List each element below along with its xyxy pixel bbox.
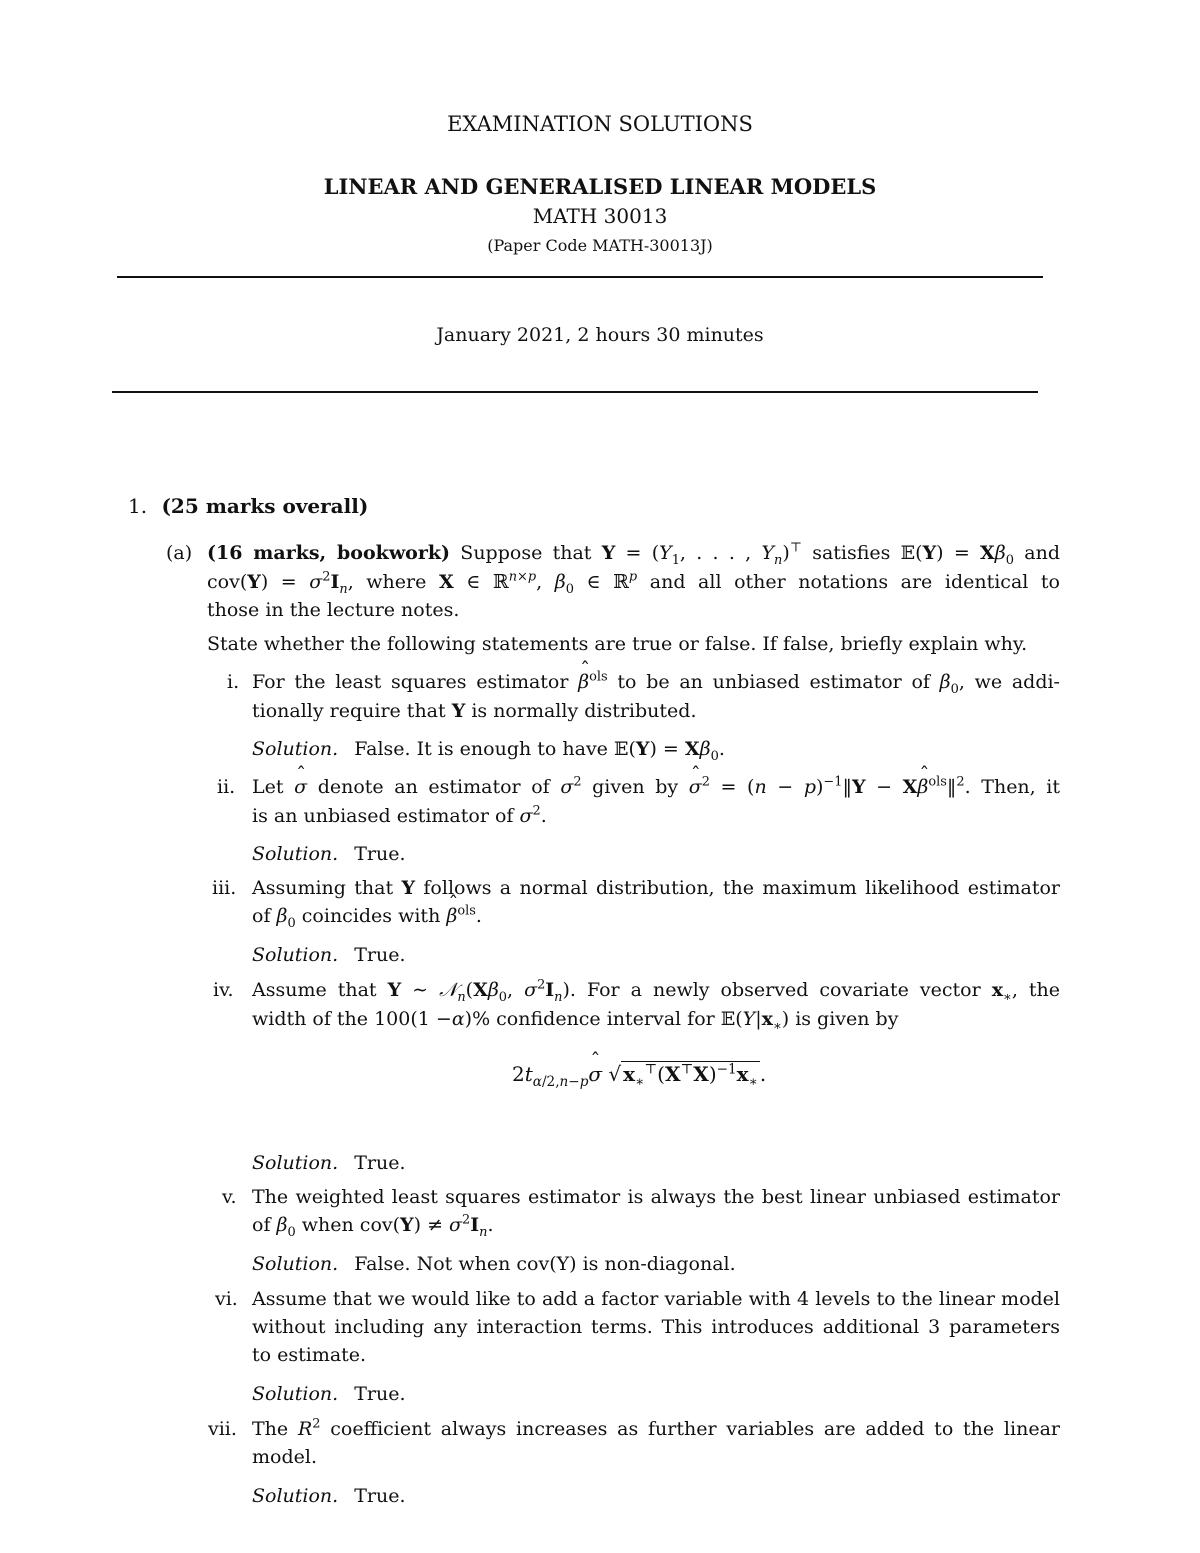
part-a-text: Suppose that <box>460 542 592 564</box>
part-a-text: where <box>366 571 427 593</box>
item-text: width of the 100(1 − <box>252 1008 452 1030</box>
item-text: For the least squares estimator <box>252 671 569 693</box>
solution-label: Solution. <box>252 1253 339 1275</box>
part-a-text: and all other notations are identical to <box>649 571 1060 593</box>
item-text: when <box>301 1214 354 1236</box>
item-vi-solution <box>252 1383 406 1405</box>
solution-answer: False. Not when cov(Y) is non-diagonal. <box>354 1253 736 1275</box>
course-code: MATH 30013 <box>532 204 668 228</box>
item-text: The <box>252 1418 289 1440</box>
item-ii-solution <box>252 843 406 865</box>
item-iii-solution <box>252 944 406 966</box>
item-text: coefficient always increases as further variables are added to the linear <box>330 1418 1060 1440</box>
solution-answer: True. <box>354 1383 406 1405</box>
solution-answer: True. <box>354 944 406 966</box>
ci-width-formula: $2t_{\alpha/2,n-p}ˆ$ σ √ $x_∗^⊤(X^⊤X)^{-1}x_∗$ . <box>512 1062 766 1086</box>
item-iv-solution <box>252 1152 406 1174</box>
item-vi-number: vi. <box>215 1288 238 1310</box>
item-v-line-1: The weighted least squares estimator is always the best linear unbiased estimator <box>252 1186 1060 1208</box>
solution-label: Solution. <box>252 843 339 865</box>
item-i-solution: Solution. False. It is enough to have 𝔼(Y) = $X\beta_0$. <box>252 738 725 764</box>
solution-label: Solution. <box>252 944 339 966</box>
item-iii-number: iii. <box>212 877 237 899</box>
item-v-line-2: of $\beta_0$ when $cov(Y) \ne \sigma^2I_n$. <box>252 1212 494 1240</box>
item-vi-line-1: Assume that we would like to add a factor variable with 4 levels to the linear model <box>252 1288 1060 1310</box>
course-title: LINEAR AND GENERALISED LINEAR MODELS <box>323 174 877 199</box>
item-vii-line-2: model. <box>252 1446 317 1468</box>
question-marks: (25 marks overall) <box>161 494 369 518</box>
solution-label: Solution. <box>252 1485 339 1507</box>
part-a-label: (a) <box>166 542 193 564</box>
item-text: , we addi- <box>958 671 1060 693</box>
solution-answer: False. It is enough to have <box>354 738 608 760</box>
item-text: denote an estimator of <box>317 776 550 798</box>
part-a-line-3: those in the lecture notes. <box>207 599 460 621</box>
item-ii-line-1: Let ˆ σ denote an estimator of $\sigma^2$ given by ˆ $\sigma^2 = (n$ − $p)^{-1}‖Y$ − Xˆ $\beta^{ols}‖^2$. Then, it <box>252 776 1060 798</box>
item-vi-line-2: without including any interaction terms. This introduces additional 3 parameters <box>252 1316 1060 1338</box>
item-v-number: v. <box>222 1186 237 1208</box>
item-text: Assume that <box>252 979 377 1001</box>
item-text: . Then, it <box>964 776 1061 798</box>
header-rule-bottom <box>112 391 1038 393</box>
item-iii-line-2: of $\beta_0$ coincides with ˆ $\beta^{ols}$. <box>252 905 482 927</box>
exam-date: January 2021, 2 hours 30 minutes <box>436 324 764 346</box>
part-a-line-2: $cov(Y) = \sigma^2I_n$, where X ∈ ℝ$^{n\times p}$, $\beta_0$ ∈ ℝ$^p$ and all other notations are identical to <box>207 569 1060 597</box>
part-a-text: satisfies <box>812 542 891 564</box>
part-a-marks: (16 marks, bookwork) <box>207 542 451 564</box>
item-text: coincides with <box>301 905 441 927</box>
item-text: Let <box>252 776 284 798</box>
item-text: to be an unbiased estimator of <box>617 671 930 693</box>
item-text: of <box>252 905 271 927</box>
item-vii-solution <box>252 1485 406 1507</box>
question-number: 1. <box>128 494 148 518</box>
item-i-line-1: For the least squares estimator ˆ $\beta^{ols}$ to be an unbiased estimator of $\beta_0$, we addi- <box>252 671 1060 693</box>
solution-answer: True. <box>354 1152 406 1174</box>
item-iv-line-1: Assume that Y ∼ $𝒩_n(X\beta_0$, $\sigma^2I_n$). For a newly observed covariate vector $x_∗$, the <box>252 977 1060 1005</box>
item-v-solution <box>252 1253 736 1275</box>
solution-label: Solution. <box>252 738 339 760</box>
header-rule-top <box>117 276 1043 278</box>
item-iv-line-2: width of the 100(1 −α)% confidence interval for $𝔼(Y|x_∗)$ is given by <box>252 1008 899 1034</box>
item-text: is given by <box>795 1008 899 1030</box>
item-text: tionally require that <box>252 700 446 722</box>
item-text: Assuming that <box>252 877 394 899</box>
solution-answer: True. <box>354 1485 406 1507</box>
part-a-line-1: (16 marks, bookwork) Suppose that $Y = (Y_1$, . . . , $Y_n)^⊤$ satisfies 𝔼(Y) = $X\beta_0$ and <box>207 540 1060 568</box>
item-text: )% confidence interval for <box>464 1008 715 1030</box>
part-a-text: and <box>1024 542 1060 564</box>
item-ii-number: ii. <box>217 776 236 798</box>
question-1-heading <box>128 494 368 518</box>
item-text: given by <box>592 776 679 798</box>
item-vi-line-3: to estimate. <box>252 1344 367 1366</box>
item-iii-line-1: Assuming that Y follows a normal distribution, the maximum likelihood estimator <box>252 877 1061 899</box>
part-a-instruction: State whether the following statements are true or false. If false, briefly explain why. <box>207 633 1028 655</box>
solution-label: Solution. <box>252 1152 339 1174</box>
exam-kind: EXAMINATION SOLUTIONS <box>447 112 753 136</box>
item-vii-number: vii. <box>208 1418 237 1440</box>
item-text: follows a normal distribution, the maximum likelihood estimator <box>423 877 1061 899</box>
item-i-line-2: tionally require that Y is normally distributed. <box>252 700 697 722</box>
item-text: , the <box>1011 979 1060 1001</box>
solution-answer: True. <box>354 843 406 865</box>
item-i-number: i. <box>227 671 240 693</box>
item-iv-number: iv. <box>213 979 234 1001</box>
paper-code: (Paper Code MATH-30013J) <box>487 236 713 255</box>
item-vii-line-1: The $R^2$ coefficient always increases as further variables are added to the linear <box>252 1416 1060 1440</box>
item-ii-line-2: is an unbiased estimator of $\sigma^2$. <box>252 803 547 827</box>
item-text: is an unbiased estimator of <box>252 805 514 827</box>
item-text: is normally distributed. <box>471 700 697 722</box>
solution-label: Solution. <box>252 1383 339 1405</box>
item-text: of <box>252 1214 271 1236</box>
item-text: . For a newly observed covariate vector <box>569 979 981 1001</box>
